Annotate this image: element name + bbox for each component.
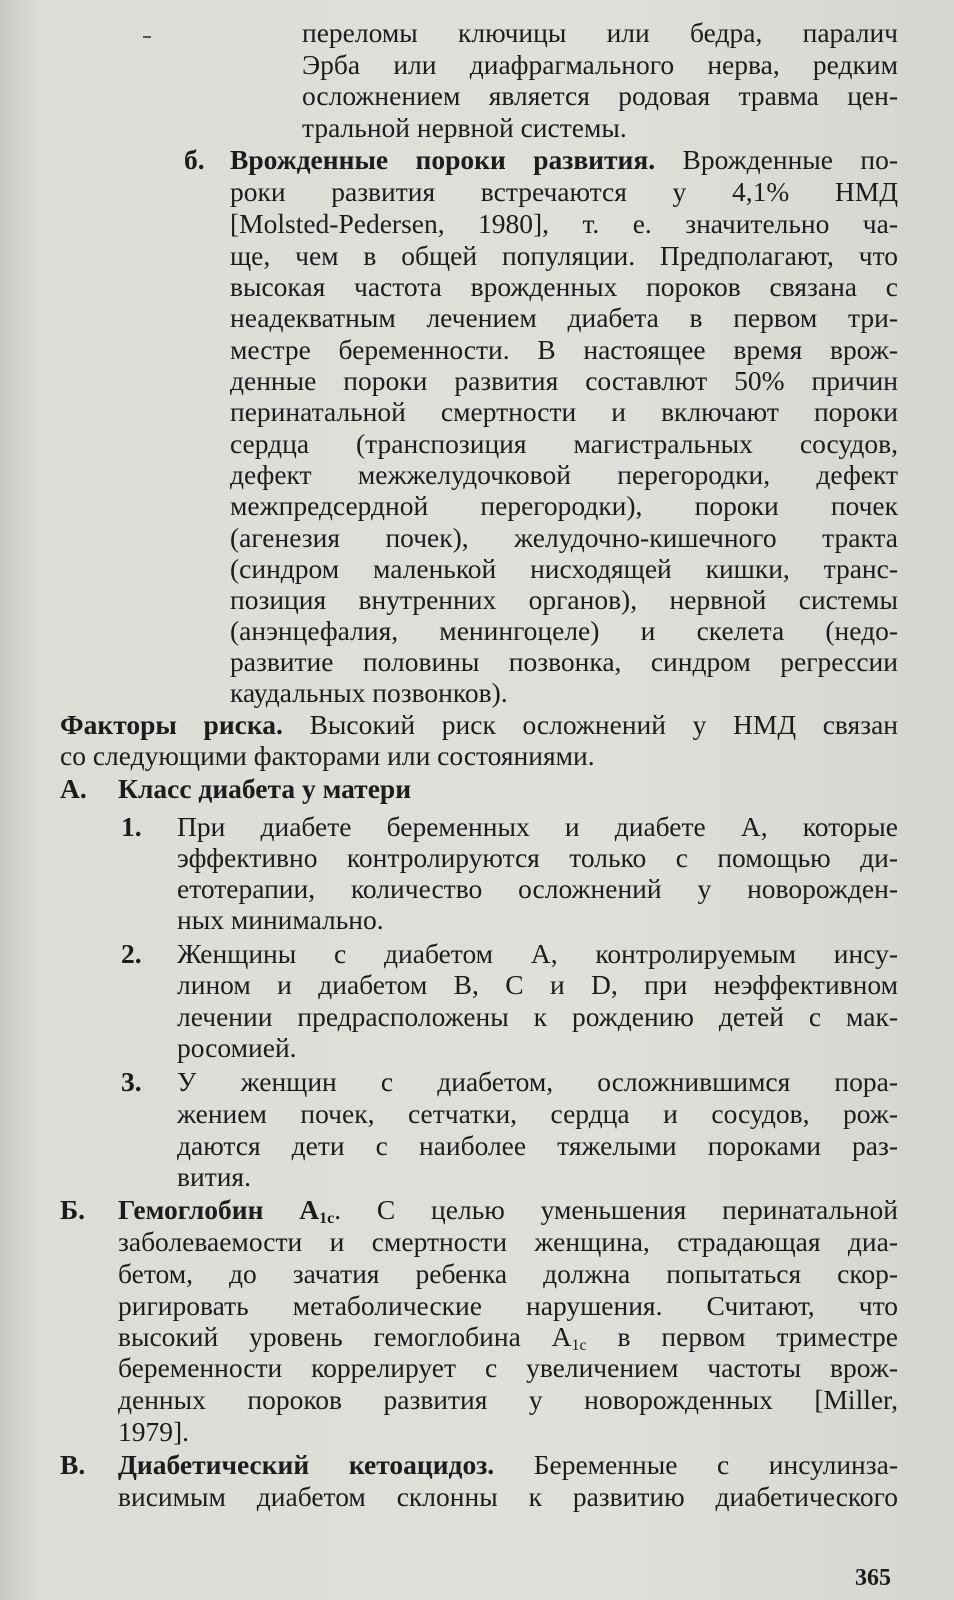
text-line: эффективно контролируются только с помощью ди- <box>177 842 898 873</box>
text-line: ных минимально. <box>177 904 384 935</box>
item-heading: Гемоглобин $А_{1c}$ <box>118 1194 335 1227</box>
item-label: 2. <box>121 938 142 969</box>
text-line: денные пороки развития составлют 50% причин <box>230 365 898 396</box>
text-line: осложнением является родовая травма цен- <box>302 80 898 111</box>
text-line: При диабете беременных и диабете А, которые <box>177 811 898 842</box>
page-number: 365 <box>855 1565 891 1591</box>
item-heading: Диабетический кетоацидоз. <box>118 1449 495 1480</box>
text-line: росомией. <box>177 1032 297 1063</box>
text-line: тральной нервной системы. <box>302 112 627 143</box>
text-line: роки развития встречаются у 4,1% НМД <box>230 176 898 207</box>
text-line: переломы ключицы или бедра, паралич <box>302 17 898 48</box>
text-line: етотерапии, количество осложнений у новорожден- <box>177 873 898 904</box>
text-line: развитие половины позвонка, синдром регрессии <box>230 646 898 677</box>
item-label: б. <box>184 144 205 175</box>
text-line: денных пороков развития у новорожденных [Miller, <box>118 1384 898 1415</box>
text-line: межпредсердной перегородки), пороки почек <box>230 490 898 521</box>
text-line: даются дети с наиболее тяжелыми пороками раз- <box>177 1130 898 1161</box>
text-line: ригировать метаболические нарушения. Считают, что <box>118 1290 898 1321</box>
text-line: Факторы риска. Высокий риск осложнений у НМД связан <box>60 709 898 740</box>
text-line: неадекватным лечением диабета в первом три- <box>230 302 898 333</box>
text-line: позиция внутренних органов), нервной системы <box>230 584 898 615</box>
ink-mark <box>143 32 151 38</box>
text-line: Гемоглобин $А_{1c}$. С целью уменьшения перинатальной <box>118 1194 898 1227</box>
text-line: перинатальной смертности и включают пороки <box>230 396 898 427</box>
item-heading: Класс диабета у матери <box>118 773 412 804</box>
text-line: местре беременности. В настоящее время врож- <box>230 334 898 365</box>
subscript: 1c <box>571 1337 587 1354</box>
text-line: высокий уровень гемоглобина $А_{1c}$ в первом триместре <box>118 1321 898 1354</box>
text-line: (агенезия почек), желудочно-кишечного тракта <box>230 522 898 553</box>
section-heading: Факторы риска. <box>60 709 283 740</box>
text-line: беременности коррелирует с увеличением частоты врож- <box>118 1352 898 1383</box>
text-line: Диабетический кетоацидоз. Беременные с инсулинза- <box>118 1449 898 1480</box>
text-line: висимым диабетом склонны к развитию диабетического <box>118 1481 898 1512</box>
item-label: А. <box>60 773 87 804</box>
text-line: лином и диабетом В, С и D, при неэффективном <box>177 969 898 1000</box>
text-line: Врожденные пороки развития. Врожденные по- <box>230 144 898 175</box>
text-line: У женщин с диабетом, осложнившимся пора- <box>177 1066 898 1097</box>
subscript: 1c <box>319 1210 335 1227</box>
text-line: Эрба или диафрагмального нерва, редким <box>302 49 898 80</box>
text-line: дефект межжелудочковой перегородки, дефект <box>230 459 898 490</box>
text-line: лечении предрасположены к рождению детей с мак- <box>177 1001 898 1032</box>
text-line: (анэнцефалия, менингоцеле) и скелета (недо- <box>230 615 898 646</box>
text-line: ще, чем в общей популяции. Предполагают, что <box>230 240 898 271</box>
item-label: Б. <box>60 1194 86 1225</box>
text-line: 1979]. <box>118 1416 190 1447</box>
text-line: (синдром маленькой нисходящей кишки, транс- <box>230 553 898 584</box>
item-label: 1. <box>121 811 142 842</box>
item-label: 3. <box>121 1066 142 1097</box>
item-heading: Врожденные пороки развития. <box>230 144 656 175</box>
text-line: Женщины с диабетом А, контролируемым инсу- <box>177 938 898 969</box>
text-line: заболеваемости и смертности женщина, страдающая диа- <box>118 1226 898 1257</box>
item-label: В. <box>60 1449 86 1480</box>
text-line: высокая частота врожденных пороков связана с <box>230 271 898 302</box>
text-line: со следующими факторами или состояниями. <box>60 740 595 771</box>
text-line: сердца (транспозиция магистральных сосудов, <box>230 428 898 459</box>
text-line: бетом, до зачатия ребенка должна попытаться скор- <box>118 1258 898 1289</box>
text-line: вития. <box>177 1161 251 1192</box>
text-line: жением почек, сетчатки, сердца и сосудов, рож- <box>177 1098 898 1129</box>
text-line: [Molsted-Pedersen, 1980], т. е. значительно ча- <box>230 208 898 239</box>
text-line: каудальных позвонков). <box>230 677 508 708</box>
